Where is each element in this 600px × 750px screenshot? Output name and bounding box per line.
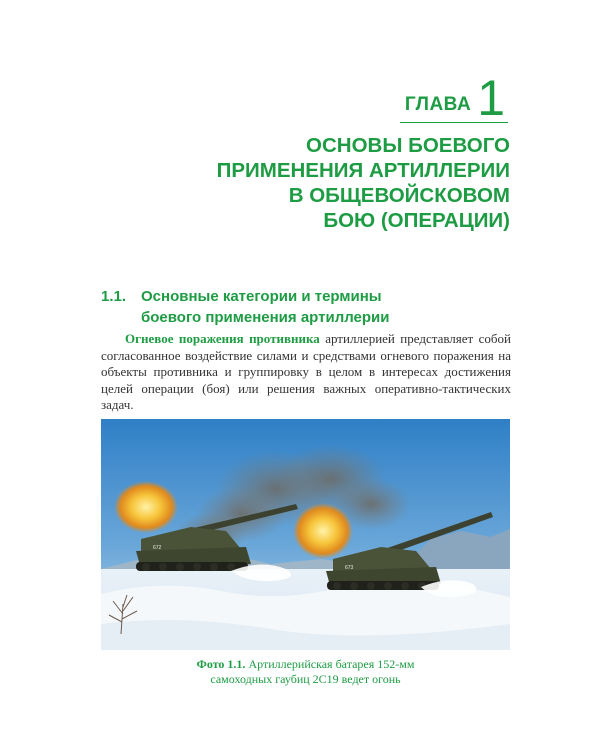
photo-artillery-battery [101, 419, 510, 650]
vehicle-number-left: 672 [153, 545, 162, 551]
chapter-label [404, 70, 505, 126]
vehicle-number-right: 673 [345, 565, 354, 571]
section-title-line1: Основные категории и термины [141, 288, 382, 305]
caption-label: Фото 1.1. [196, 657, 246, 671]
section-heading [101, 286, 521, 328]
section-number: 1.1. [101, 288, 127, 305]
caption-line2: самоходных гаубиц 2С19 ведет огонь [210, 672, 401, 686]
chapter-word: ГЛАВА [404, 94, 472, 115]
caption-line1: Артиллерийская батарея 152-мм [245, 657, 415, 671]
body-paragraph [101, 331, 511, 414]
muzzle-blast-right [293, 503, 353, 559]
section-title-line2: боевого применения артиллерии [141, 309, 390, 326]
highlighted-term: Огневое поражения противника [125, 331, 320, 346]
paragraph-text: артиллерией представляет собой согласованное воздействие силами и средствами огневого поражения на объекты противника и группировку в целом в интересах достижения целей операции (боя) или решения важных оперативно-тактических задач. [101, 331, 511, 412]
chapter-title: ОСНОВЫ БОЕВОГО ПРИМЕНЕНИЯ АРТИЛЛЕРИИ В ОБЩЕВОЙСКОВОМ БОЮ (ОПЕРАЦИИ) [216, 134, 510, 232]
muzzle-blast-left [114, 481, 178, 533]
photo-caption [101, 657, 510, 687]
chapter-number: 1 [477, 70, 505, 126]
chapter-divider [400, 122, 508, 123]
